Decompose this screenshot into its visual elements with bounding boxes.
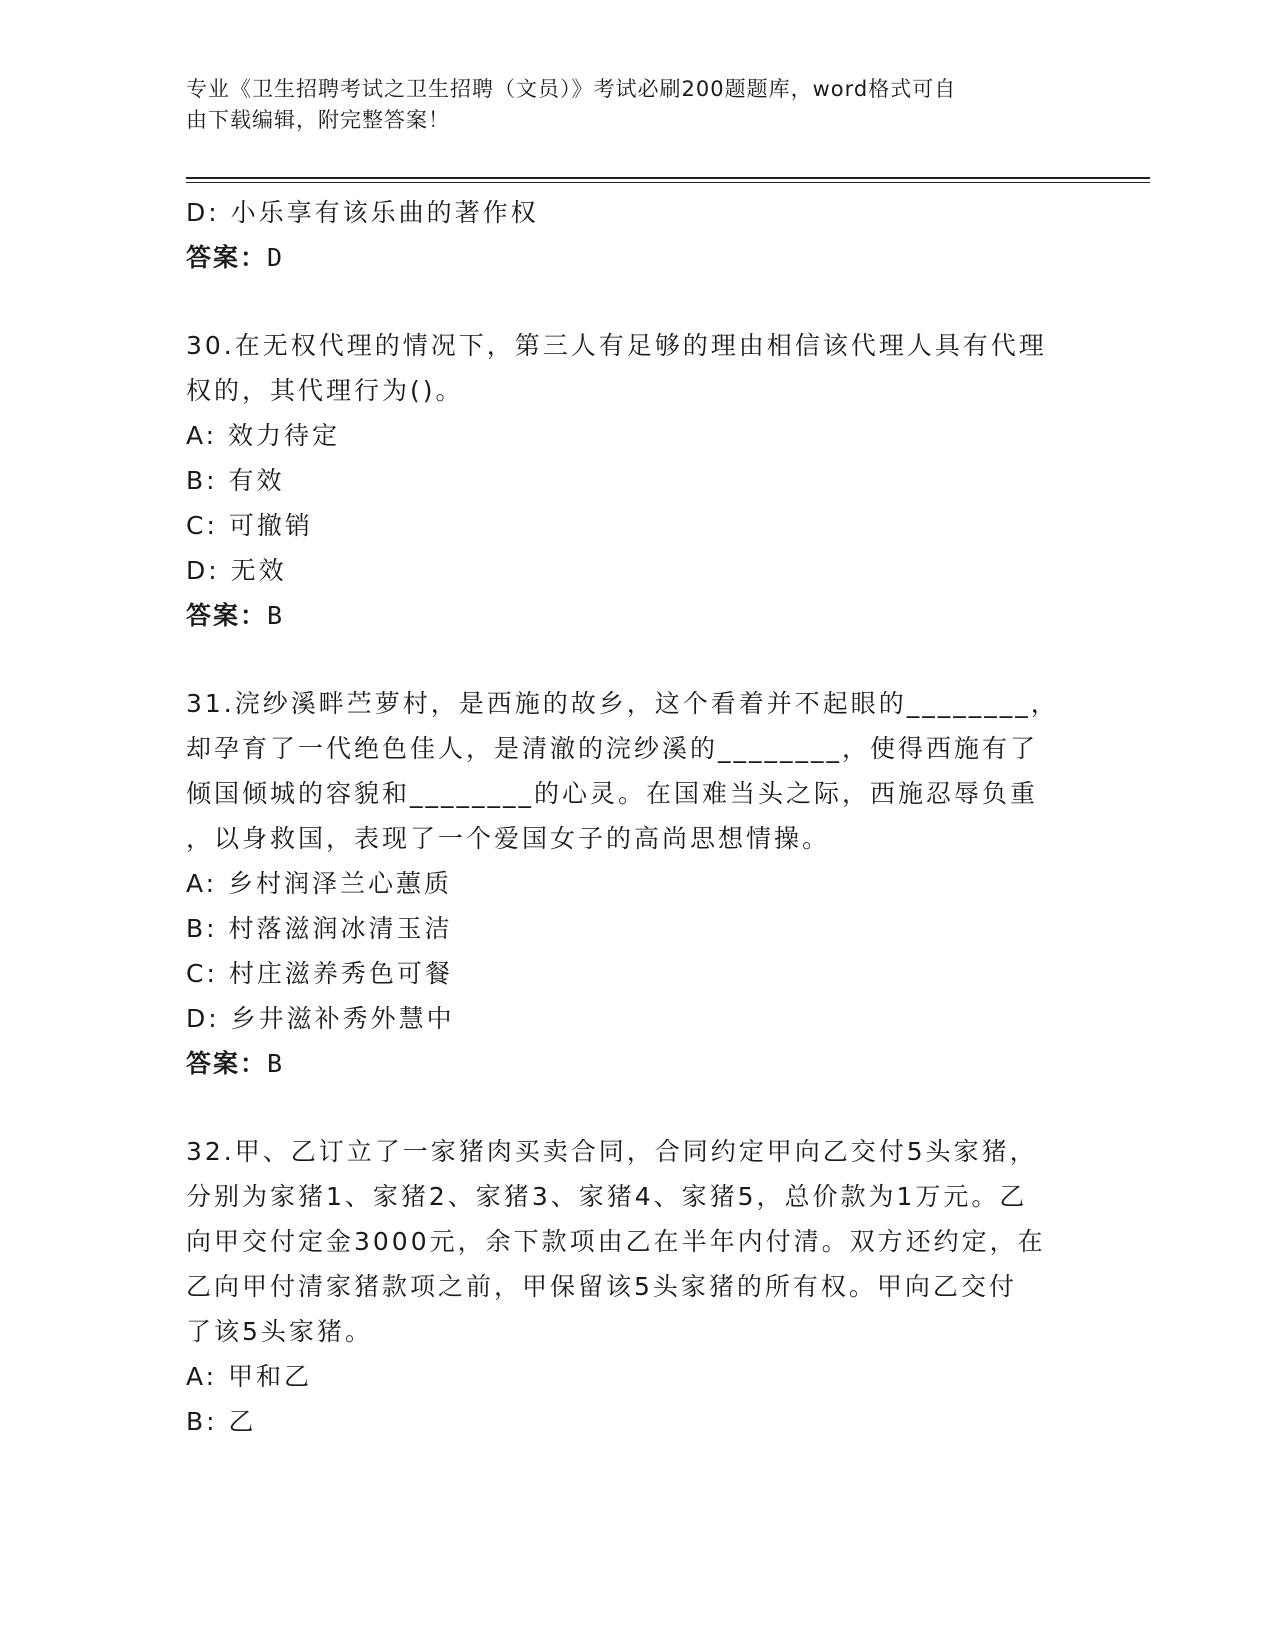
q32-option-b: B: 乙: [186, 1407, 257, 1436]
q31-option-c: C: 村庄滋养秀色可餐: [186, 959, 453, 988]
q30-stem-line-1: 30.在无权代理的情况下，第三人有足够的理由相信该代理人具有代理: [186, 331, 1047, 360]
q30-option-b: B: 有效: [186, 466, 285, 495]
page-header: [186, 74, 1066, 136]
q32-stem-line-4: 乙向甲付清家猪款项之前，甲保留该5头家猪的所有权。甲向乙交付: [186, 1272, 1017, 1301]
q31-stem-line-1: 31.浣纱溪畔苎萝村，是西施的故乡，这个看着并不起眼的________，: [186, 689, 1059, 718]
q31-stem-line-2: 却孕育了一代绝色佳人，是清澈的浣纱溪的________，使得西施有了: [186, 734, 1039, 763]
q32-stem-line-2: 分别为家猪1、家猪2、家猪3、家猪4、家猪5，总价款为1万元。乙: [186, 1182, 1028, 1211]
prev-question: [186, 190, 1086, 280]
header-line-1: 专业《卫生招聘考试之卫生招聘（文员）》考试必刷200题题库，word格式可自: [186, 77, 957, 101]
q32-stem-line-5: 了该5头家猪。: [186, 1317, 373, 1346]
answer-value: D: [267, 243, 285, 272]
q31-option-a: A: 乡村润泽兰心蕙质: [186, 869, 453, 898]
question-30: [186, 323, 1086, 638]
q32-stem-line-3: 向甲交付定金3000元，余下款项由乙在半年内付清。双方还约定，在: [186, 1227, 1046, 1256]
q31-stem-line-3: 倾国倾城的容貌和________的心灵。在国难当头之际，西施忍辱负重: [186, 779, 1039, 808]
q31-option-d: D: 乡井滋补秀外慧中: [186, 1004, 455, 1033]
header-line-2: 由下载编辑，附完整答案！: [186, 108, 450, 132]
q31-answer: [186, 1041, 1086, 1086]
q30-answer: [186, 593, 1086, 638]
prev-answer: [186, 235, 1086, 280]
answer-value: B: [267, 601, 285, 630]
q32-stem-line-1: 32.甲、乙订立了一家猪肉买卖合同，合同约定甲向乙交付5头家猪，: [186, 1137, 1038, 1166]
prev-option-d: D: 小乐享有该乐曲的著作权: [186, 198, 539, 227]
q31-option-b: B: 村落滋润冰清玉洁: [186, 914, 453, 943]
question-31: [186, 681, 1086, 1086]
question-32: [186, 1129, 1086, 1444]
q30-option-d: D: 无效: [186, 556, 287, 585]
q30-stem-line-2: 权的，其代理行为()。: [186, 376, 464, 405]
header-divider: [186, 177, 1150, 183]
answer-label: 答案：: [186, 243, 268, 272]
question-content: [186, 190, 1086, 1444]
q30-option-a: A: 效力待定: [186, 421, 341, 450]
answer-label: 答案：: [186, 1049, 268, 1078]
q30-option-c: C: 可撤销: [186, 511, 313, 540]
answer-label: 答案：: [186, 601, 268, 630]
q31-stem-line-4: ，以身救国，表现了一个爱国女子的高尚思想情操。: [186, 824, 831, 853]
answer-value: B: [267, 1049, 285, 1078]
q32-option-a: A: 甲和乙: [186, 1362, 313, 1391]
